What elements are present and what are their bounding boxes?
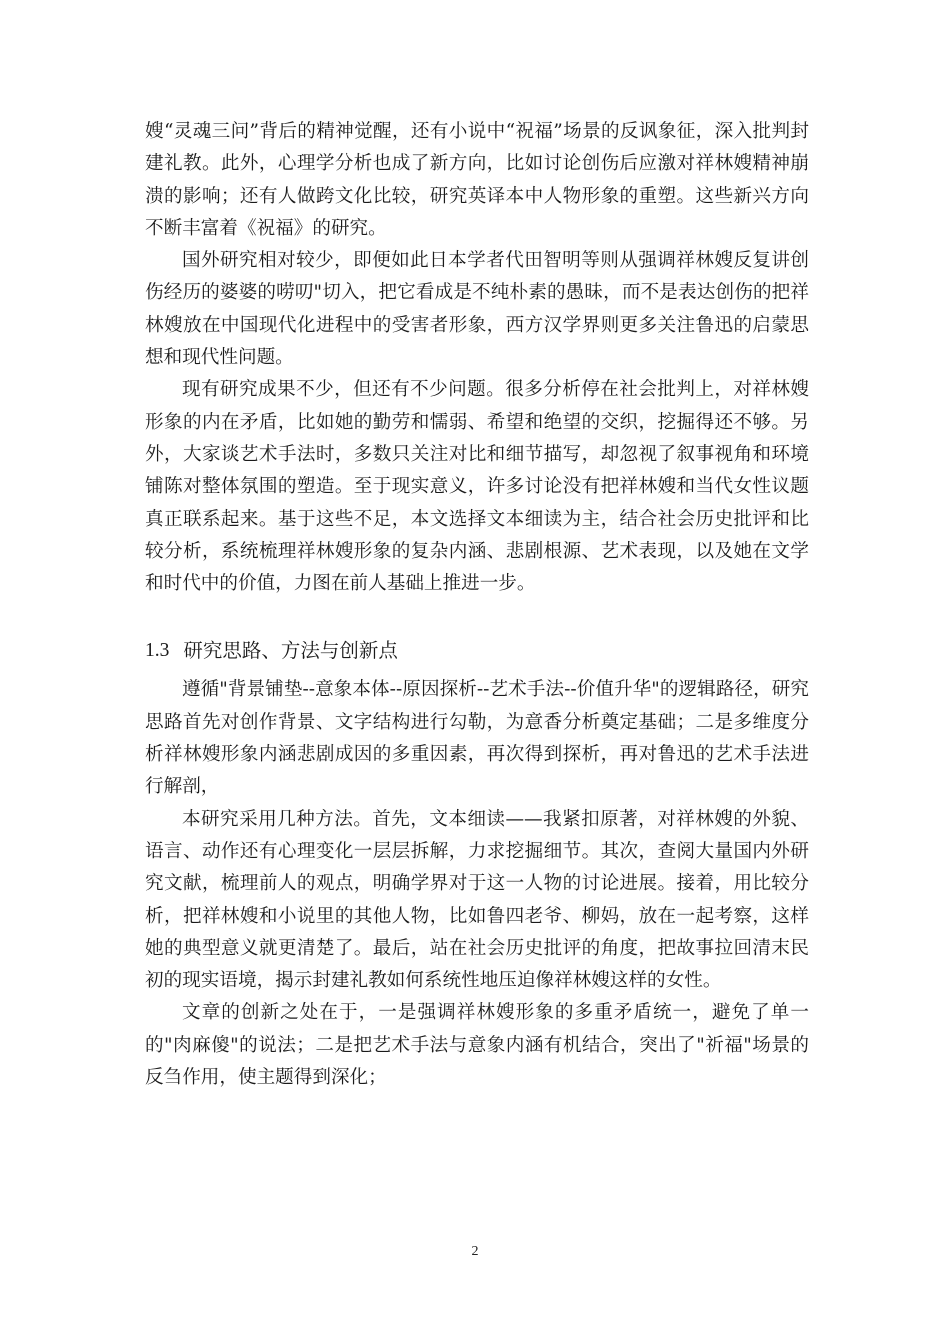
section-title: 研究思路、方法与创新点: [183, 639, 398, 663]
section-number: 1.3: [145, 640, 170, 662]
paragraph-research-methods: 本研究采用几种方法。首先，文本细读——我紧扣原著，对祥林嫂的外貌、语言、动作还有心理变化一层层拆解，力求挖掘细节。其次，查阅大量国内外研究文献，梳理前人的观点，明确学界对于这一人物的讨论进展。接着，用比较分析，把祥林嫂和小说里的其他人物，比如鲁四老爷、柳妈，放在一起考察，这样她的典型意义就更清楚了。最后，站在社会历史批评的角度，把故事拉回清末民初的现实语境，揭示封建礼教如何系统性地压迫像祥林嫂这样的女性。: [145, 808, 809, 992]
section-heading: [145, 634, 809, 668]
page-number: 2: [471, 1244, 479, 1259]
paragraph-innovation: 文章的创新之处在于，一是强调祥林嫂形象的多重矛盾统一，避免了单一的"肉麻傻"的说法；二是把艺术手法与意象内涵有机结合，突出了"祈福"场景的反刍作用，使主题得到深化；: [145, 1002, 809, 1089]
paragraph-foreign-research: 国外研究相对较少，即便如此日本学者代田智明等则从强调祥林嫂反复讲创伤经历的婆婆的唠叨"切入，把它看成是不纯朴素的愚昧，而不是表达创伤的把祥林嫂放在中国现代化进程中的受害者形象，西方汉学界则更多关注鲁迅的启蒙思想和现代性问题。: [145, 250, 809, 369]
paragraph-research-approach: 遵循"背景铺垫--意象本体--原因探析--艺术手法--价值升华"的逻辑路径，研究思路首先对创作背景、文字结构进行勾勒，为意香分析奠定基础；二是多维度分析祥林嫂形象内涵悲剧成因的多重因素，再次得到探析，再对鲁迅的艺术手法进行解剖，: [145, 679, 809, 798]
page-content: [145, 116, 809, 1094]
paragraph-continued: 嫂“灵魂三问”背后的精神觉醒，还有小说中“祝福”场景的反讽象征，深入批判封建礼教。此外，心理学分析也成了新方向，比如讨论创伤后应激对祥林嫂精神崩溃的影响；还有人做跨文化比较，研究英译本中人物形象的重塑。这些新兴方向不断丰富着《祝福》的研究。: [145, 121, 809, 239]
paragraph-research-gaps: 现有研究成果不少，但还有不少问题。很多分析停在社会批判上，对祥林嫂形象的内在矛盾，比如她的勤劳和懦弱、希望和绝望的交织，挖掘得还不够。另外，大家谈艺术手法时，多数只关注对比和细节描写，却忽视了叙事视角和环境铺陈对整体氛围的塑造。至于现实意义，许多讨论没有把祥林嫂和当代女性议题真正联系起来。基于这些不足，本文选择文本细读为主，结合社会历史批评和比较分析，系统梳理祥林嫂形象的复杂内涵、悲剧根源、艺术表现，以及她在文学和时代中的价值，力图在前人基础上推进一步。: [145, 379, 809, 595]
